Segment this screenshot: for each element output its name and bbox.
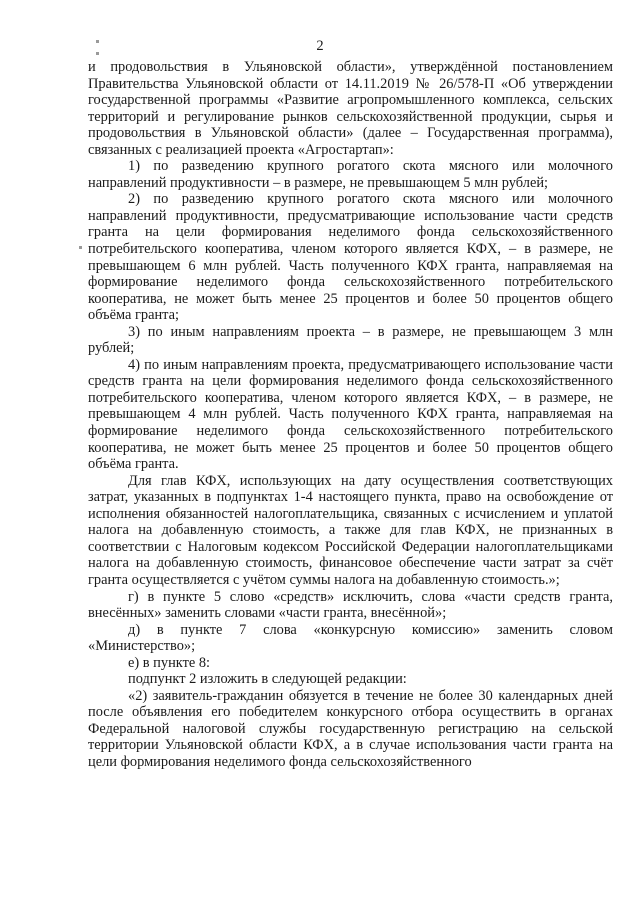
paragraph-intro: и продовольствия в Ульяновской области», утверждённой постановлением Правительства Ульяновской области от 14.11.2019 № 26/578-П «Об утверждении государственной программы «Развитие агропромышленного комплекса, сельских территорий и регулирование рынков сельскохозяйственной продукции, сырья и продовольствия в Ульяновской области» (далее – Государственная программа), связанных с реализацией проекта «Агростартап»: [88, 59, 613, 158]
paragraph-amendment-e: е) в пункте 8: [128, 654, 211, 671]
paragraph-item-4: 4) по иным направлениям проекта, предусматривающего использование части средств гранта на цели формирования неделимого фонда сельскохозяйственного потребительского кооператива, членом которого является КФХ, – в размере, не превышающем 4 млн рублей. Часть полученного КФХ гранта, направляемая на формирование неделимого фонда сельскохозяйственного потребительского кооператива, не может быть менее 25 процентов и более 50 процентов общего объёма гранта. [88, 356, 613, 473]
paragraph-vat-note: Для глав КФХ, использующих на дату осуществления соответствующих затрат, указанных в подпунктах 1-4 настоящего пункта, право на освобождение от исполнения обязанностей налогоплательщика, связанных с исчислением и уплатой налога на добавленную стоимость, а также для глав КФХ, не признанных в соответствии с Налоговым кодексом Российской Федерации налогоплательщиками налога на добавленную стоимость, финансовое обеспечение части затрат за счёт гранта осуществляется с учётом суммы налога на добавленную стоимость.»; [88, 472, 613, 588]
paragraph-item-2: 2) по разведению крупного рогатого скота мясного или молочного направлений продуктивности, предусматривающие использование части средств гранта на цели формирования неделимого фонда сельскохозяйственного потребительского кооператива, членом которого является КФХ, – в размере, не превышающем 6 млн рублей. Часть полученного КФХ гранта, направляемая на формирование неделимого фонда сельскохозяйственного потребительского кооператива, не может быть менее 25 процентов и более 50 процентов общего объёма гранта; [88, 191, 613, 324]
document-body [88, 59, 613, 771]
page-number: 2 [316, 38, 324, 54]
paragraph-amendment-g: г) в пункте 5 слово «средств» исключить, слова «части средств гранта, внесённых» заменить словами «части гранта, внесённой»; [88, 588, 613, 622]
paragraph-subitem-2: «2) заявитель-гражданин обязуется в течение не более 30 календарных дней после объявления его победителем конкурсного отбора осуществить в органах Федеральной налоговой службы государственную регистрацию на сельской территории Ульяновской области КФХ, а в случае использования части гранта на цели формирования неделимого фонда сельскохозяйственного [88, 687, 613, 770]
paragraph-subitem-heading: подпункт 2 изложить в следующей редакции: [128, 671, 407, 688]
paragraph-item-3: 3) по иным направлениям проекта – в размере, не превышающем 3 млн рублей; [88, 323, 613, 357]
scan-speck [79, 246, 82, 249]
paragraph-item-1: 1) по разведению крупного рогатого скота мясного или молочного направлений продуктивности – в размере, не превышающем 5 млн рублей; [88, 158, 613, 191]
paragraph-amendment-d: д) в пункте 7 слова «конкурсную комиссию» заменить словом «Министерство»; [88, 621, 613, 655]
